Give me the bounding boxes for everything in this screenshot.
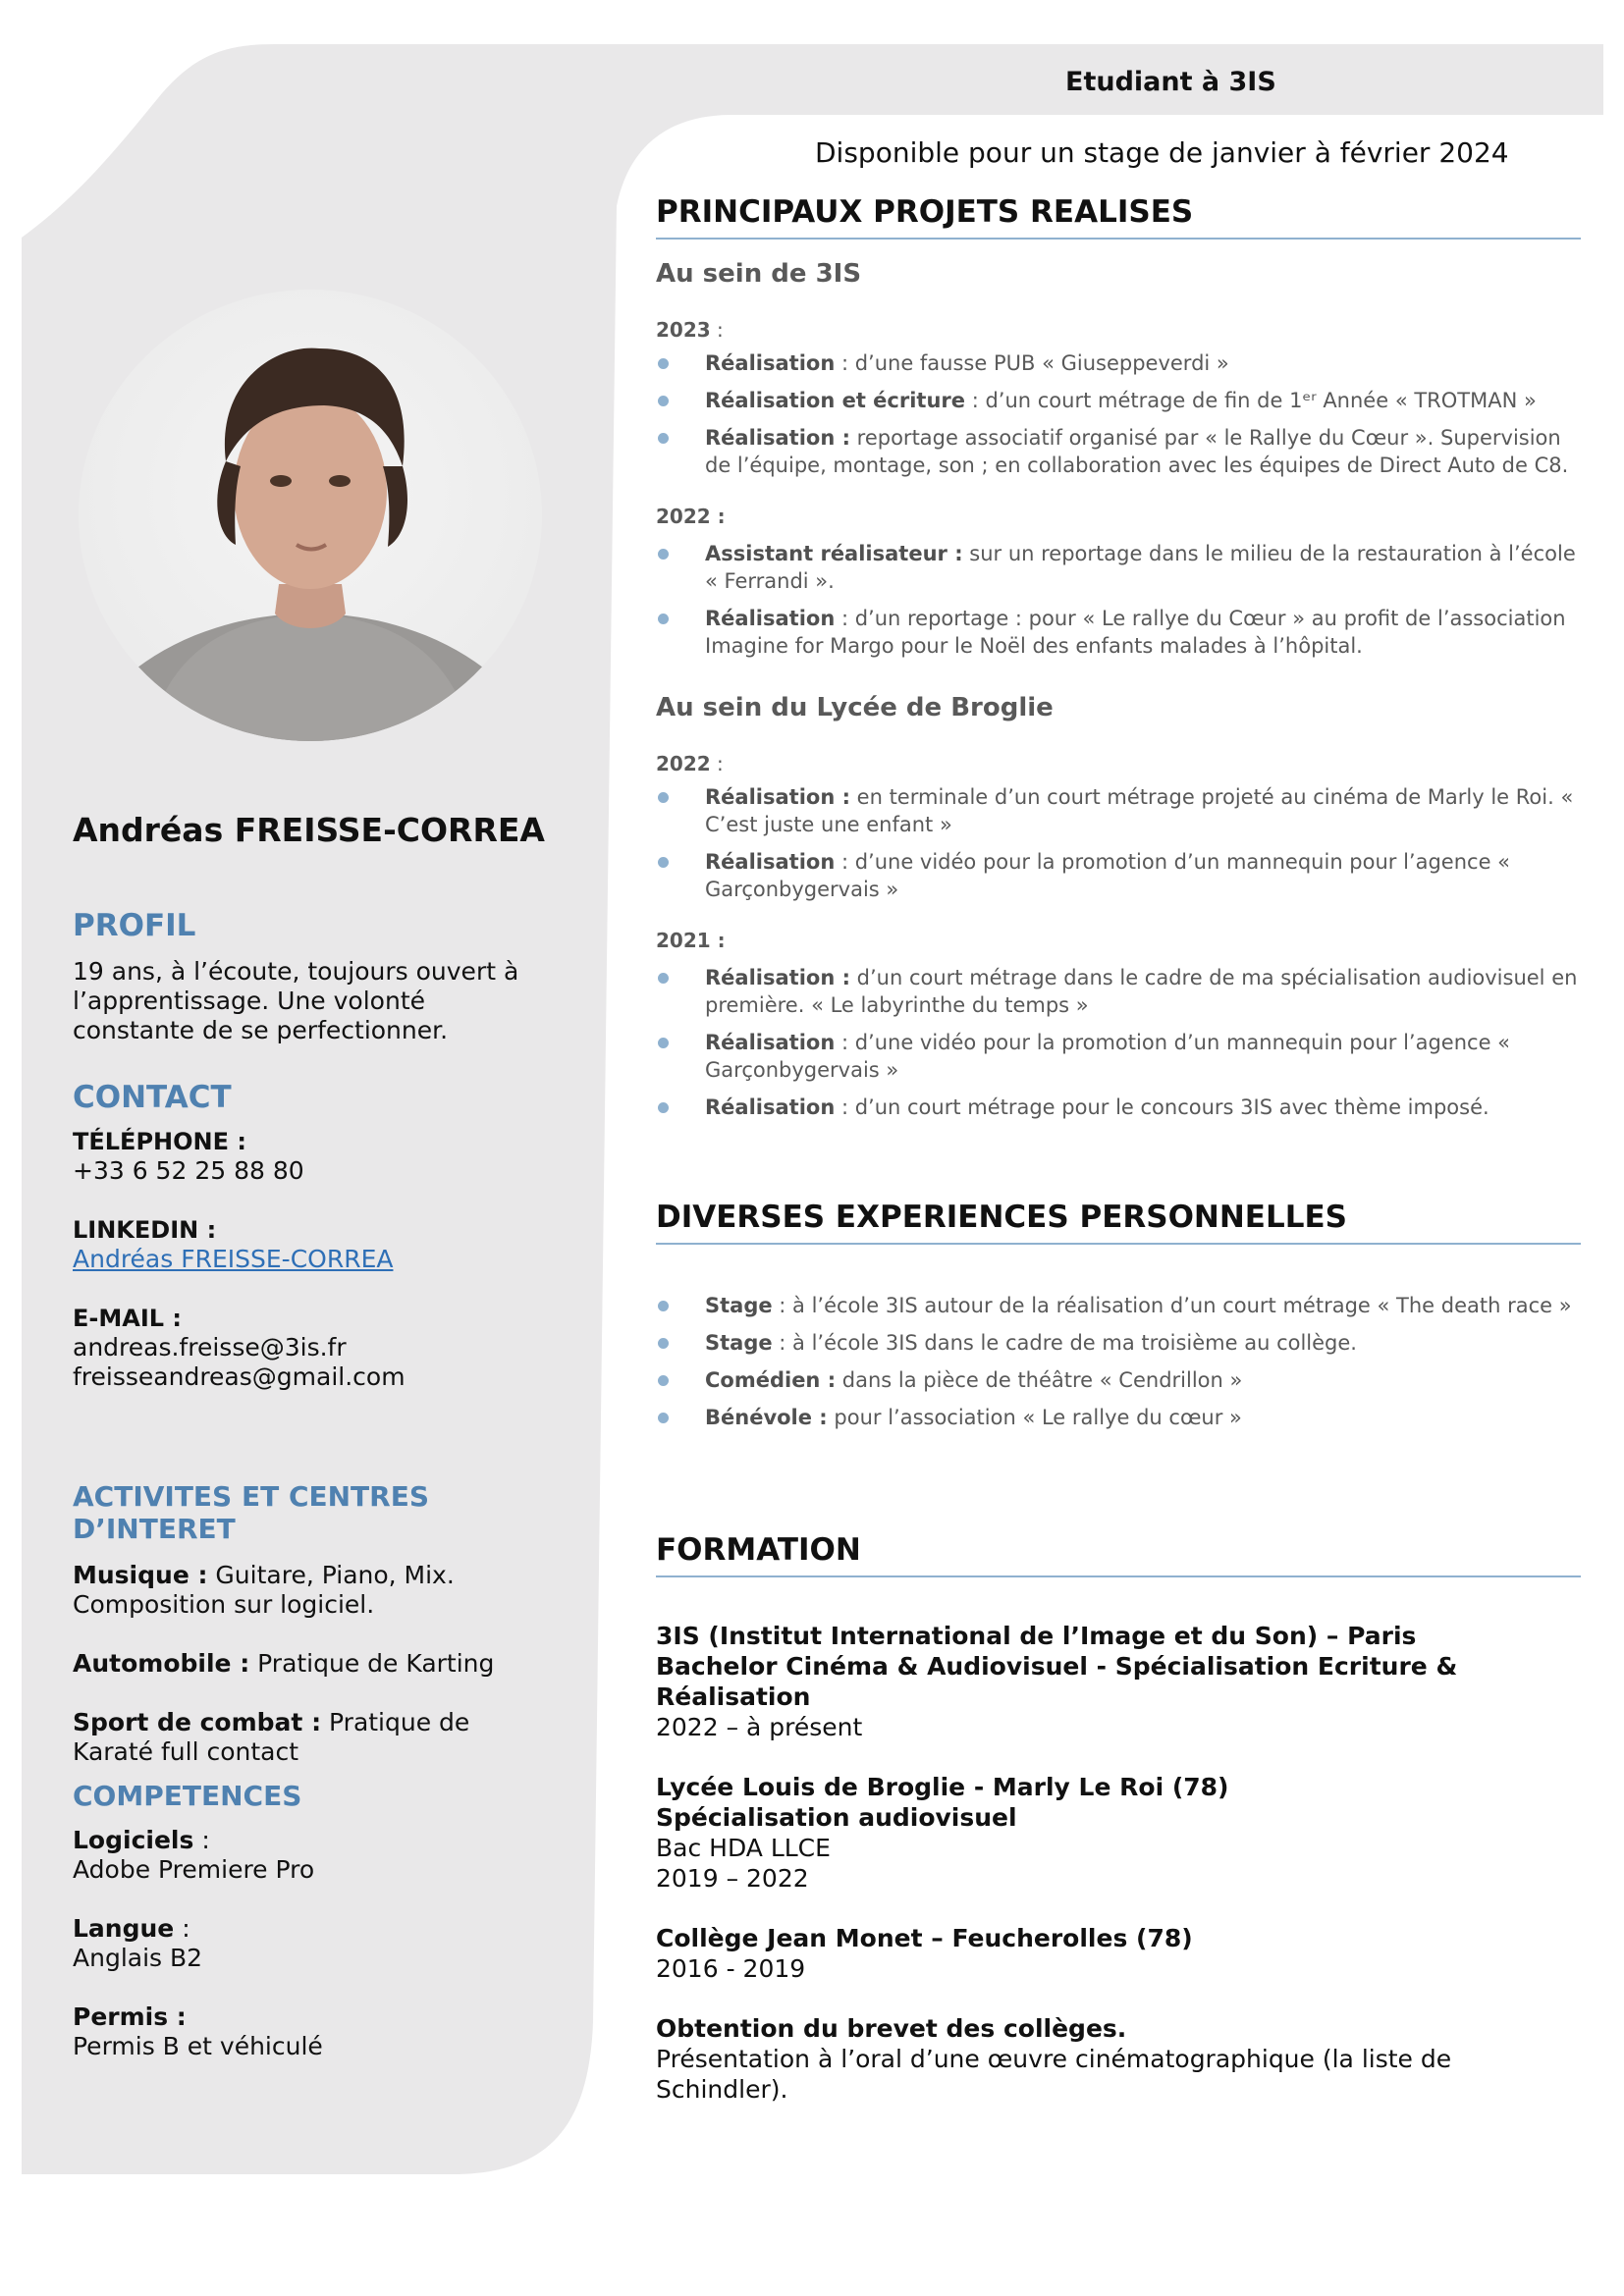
bullet-icon — [658, 396, 669, 406]
item-bold: Bénévole : — [705, 1406, 828, 1429]
competence-value: Adobe Premiere Pro — [73, 1855, 315, 1884]
activites-section — [73, 1480, 583, 1767]
linkedin-label: LINKEDIN : — [73, 1216, 217, 1244]
item-text: : d’un court métrage de fin de 1ᵉʳ Année « TROTMAN » — [965, 389, 1537, 412]
bullet-icon — [658, 549, 669, 560]
item-bold: Réalisation — [705, 850, 836, 874]
year-value: 2022 : — [656, 505, 726, 528]
item-bold: Stage — [705, 1294, 773, 1317]
list-item — [656, 1292, 1581, 1319]
competence-sep: : — [193, 1826, 210, 1854]
item-text: : à l’école 3IS autour de la réalisation d’un court métrage « The death race » — [772, 1294, 1572, 1317]
item-bold: Stage — [705, 1331, 773, 1355]
activity-label: Musique : — [73, 1561, 208, 1589]
item-text: reportage associatif organisé par « le Rallye du Cœur ». Supervision de l’équipe, montage, son ; en collaboration avec les équipes de Direct Auto de C8. — [705, 426, 1569, 477]
experience-list — [656, 1292, 1581, 1431]
list-item — [656, 424, 1581, 479]
item-text: : d’une fausse PUB « Giuseppeverdi » — [835, 351, 1229, 375]
bullet-icon — [658, 1038, 669, 1048]
list-item — [656, 540, 1581, 595]
bullet-icon — [658, 433, 669, 444]
email-value-2: freisseandreas@gmail.com — [73, 1362, 406, 1391]
year-sep: : — [710, 318, 724, 342]
year-label — [656, 318, 1581, 342]
item-text: : d’un court métrage pour le concours 3IS avec thème imposé. — [835, 1095, 1489, 1119]
item-text: : d’un reportage : pour « Le rallye du Cœur » au profit de l’association Imagine for Margo pour le Noël des enfants malades à l’hôpital. — [705, 607, 1566, 658]
project-list — [656, 540, 1581, 660]
bullet-icon — [658, 358, 669, 369]
linkedin-link[interactable]: Andréas FREISSE-CORREA — [73, 1245, 394, 1273]
item-bold: Réalisation : — [705, 785, 850, 809]
competence-label: Permis : — [73, 2002, 187, 2031]
profil-heading: PROFIL — [73, 908, 196, 943]
list-item — [656, 1404, 1581, 1431]
list-item — [656, 605, 1581, 660]
formation-entry — [656, 1772, 1581, 1894]
competence-sep: : — [174, 1914, 190, 1943]
competence-label-line — [73, 1914, 583, 1944]
item-text: : à l’école 3IS dans le cadre de ma troisième au collège. — [772, 1331, 1357, 1355]
competence-value: Permis B et véhiculé — [73, 2032, 323, 2060]
item-bold: Réalisation — [705, 607, 836, 630]
activity-label: Sport de combat : — [73, 1708, 322, 1736]
list-item — [656, 387, 1581, 414]
year-value: 2023 — [656, 318, 711, 342]
formation-entry — [656, 2013, 1581, 2105]
project-list — [656, 964, 1581, 1121]
header-title: Etudiant à 3IS — [1065, 67, 1276, 97]
item-text: sur un reportage dans le milieu de la restauration à l’école « Ferrandi ». — [705, 542, 1576, 593]
item-bold: Comédien : — [705, 1368, 837, 1392]
formation-line: Collège Jean Monet – Feucherolles (78) — [656, 1924, 1193, 1952]
item-bold: Assistant réalisateur : — [705, 542, 963, 565]
formation-line: Spécialisation audiovisuel — [656, 1803, 1017, 1832]
formation-line: Bachelor Cinéma & Audiovisuel - Spécialisation Ecriture & Réalisation — [656, 1652, 1458, 1711]
activites-heading: ACTIVITES ET CENTRES D’INTERET — [73, 1480, 430, 1545]
formation-line: Obtention du brevet des collèges. — [656, 2014, 1127, 2043]
item-text: : d’une vidéo pour la promotion d’un mannequin pour l’agence « Garçonbygervais » — [705, 850, 1511, 901]
item-bold: Réalisation — [705, 351, 836, 375]
year-label — [656, 752, 1581, 775]
list-item — [656, 964, 1581, 1019]
portrait-illustration — [79, 290, 542, 741]
bullet-icon — [658, 1413, 669, 1423]
activity-item — [73, 1708, 544, 1767]
competence-label: Langue — [73, 1914, 175, 1943]
projets-subtitle: Au sein de 3IS — [656, 259, 862, 289]
formation-line: Lycée Louis de Broglie - Marly Le Roi (78) — [656, 1773, 1229, 1801]
projets-subtitle: Au sein du Lycée de Broglie — [656, 693, 1054, 722]
formation-entry — [656, 1923, 1581, 1984]
bullet-icon — [658, 1301, 669, 1311]
formation-line: 2016 - 2019 — [656, 1954, 806, 1983]
phone-value: +33 6 52 25 88 80 — [73, 1156, 304, 1185]
projets-section — [656, 194, 1581, 1121]
list-item — [656, 349, 1581, 377]
bullet-icon — [658, 792, 669, 803]
competences-section — [73, 1780, 583, 2061]
formation-entry — [656, 1621, 1581, 1742]
list-item — [656, 783, 1581, 838]
bullet-icon — [658, 1375, 669, 1386]
list-item — [656, 1094, 1581, 1121]
formation-line: Présentation à l’oral d’une œuvre cinématographique (la liste de Schindler). — [656, 2045, 1452, 2104]
bullet-icon — [658, 1102, 669, 1113]
year-label — [656, 505, 1581, 528]
item-bold: Réalisation : — [705, 966, 850, 989]
email-label: E-MAIL : — [73, 1305, 182, 1332]
list-item — [656, 1029, 1581, 1084]
bullet-icon — [658, 973, 669, 984]
year-sep: : — [710, 752, 724, 775]
activity-item — [73, 1561, 544, 1620]
formation-line: 2019 – 2022 — [656, 1864, 809, 1893]
profil-text: 19 ans, à l’écoute, toujours ouvert à l’apprentissage. Une volonté constante de se perfectionner. — [73, 957, 519, 1044]
project-list — [656, 349, 1581, 479]
list-item — [656, 1329, 1581, 1357]
list-item — [656, 1366, 1581, 1394]
item-text: pour l’association « Le rallye du cœur » — [827, 1406, 1242, 1429]
activity-text: Guitare, Piano, Mix. Composition sur logiciel. — [73, 1561, 455, 1619]
competence-label-line — [73, 1826, 583, 1855]
item-text: : d’une vidéo pour la promotion d’un mannequin pour l’agence « Garçonbygervais » — [705, 1031, 1511, 1082]
project-list — [656, 783, 1581, 903]
year-label — [656, 929, 1581, 952]
experiences-section — [656, 1200, 1581, 1431]
activity-label: Automobile : — [73, 1649, 250, 1678]
activity-text: Pratique de Karaté full contact — [73, 1708, 470, 1766]
item-bold: Réalisation — [705, 1031, 836, 1054]
phone-label: TÉLÉPHONE : — [73, 1128, 246, 1155]
profile-photo — [79, 290, 542, 741]
item-text: en terminale d’un court métrage projeté au cinéma de Marly le Roi. « C’est juste une enfant » — [705, 785, 1574, 836]
formation-heading: FORMATION — [656, 1532, 1581, 1577]
item-text: d’un court métrage dans le cadre de ma spécialisation audiovisuel en première. « Le labyrinthe du temps » — [705, 966, 1578, 1017]
formation-line: 2022 – à présent — [656, 1713, 863, 1741]
formation-line: 3IS (Institut International de l’Image et du Son) – Paris — [656, 1622, 1417, 1650]
year-value: 2022 — [656, 752, 711, 775]
competence-label: Logiciels — [73, 1826, 194, 1854]
formation-line: Bac HDA LLCE — [656, 1834, 831, 1862]
contact-section — [73, 1080, 583, 1392]
formation-section — [656, 1532, 1581, 2105]
item-text: dans la pièce de théâtre « Cendrillon » — [836, 1368, 1243, 1392]
competence-label-line — [73, 2002, 583, 2032]
competence-value: Anglais B2 — [73, 1944, 203, 1972]
person-name: Andréas FREISSE-CORREA — [73, 811, 545, 849]
item-bold: Réalisation : — [705, 426, 850, 450]
activity-text: Pratique de Karting — [249, 1649, 495, 1678]
bullet-icon — [658, 614, 669, 624]
experiences-heading: DIVERSES EXPERIENCES PERSONNELLES — [656, 1200, 1581, 1245]
profil-section — [73, 908, 583, 1045]
list-item — [656, 848, 1581, 903]
availability-text: Disponible pour un stage de janvier à février 2024 — [815, 136, 1509, 169]
item-bold: Réalisation — [705, 1095, 836, 1119]
contact-heading: CONTACT — [73, 1080, 232, 1115]
year-value: 2021 : — [656, 929, 726, 952]
bullet-icon — [658, 857, 669, 868]
item-bold: Réalisation et écriture — [705, 389, 966, 412]
bullet-icon — [658, 1338, 669, 1349]
activity-item — [73, 1649, 583, 1679]
projets-heading: PRINCIPAUX PROJETS REALISES — [656, 194, 1581, 240]
competences-heading: COMPETENCES — [73, 1780, 302, 1812]
email-value-1: andreas.freisse@3is.fr — [73, 1333, 347, 1362]
